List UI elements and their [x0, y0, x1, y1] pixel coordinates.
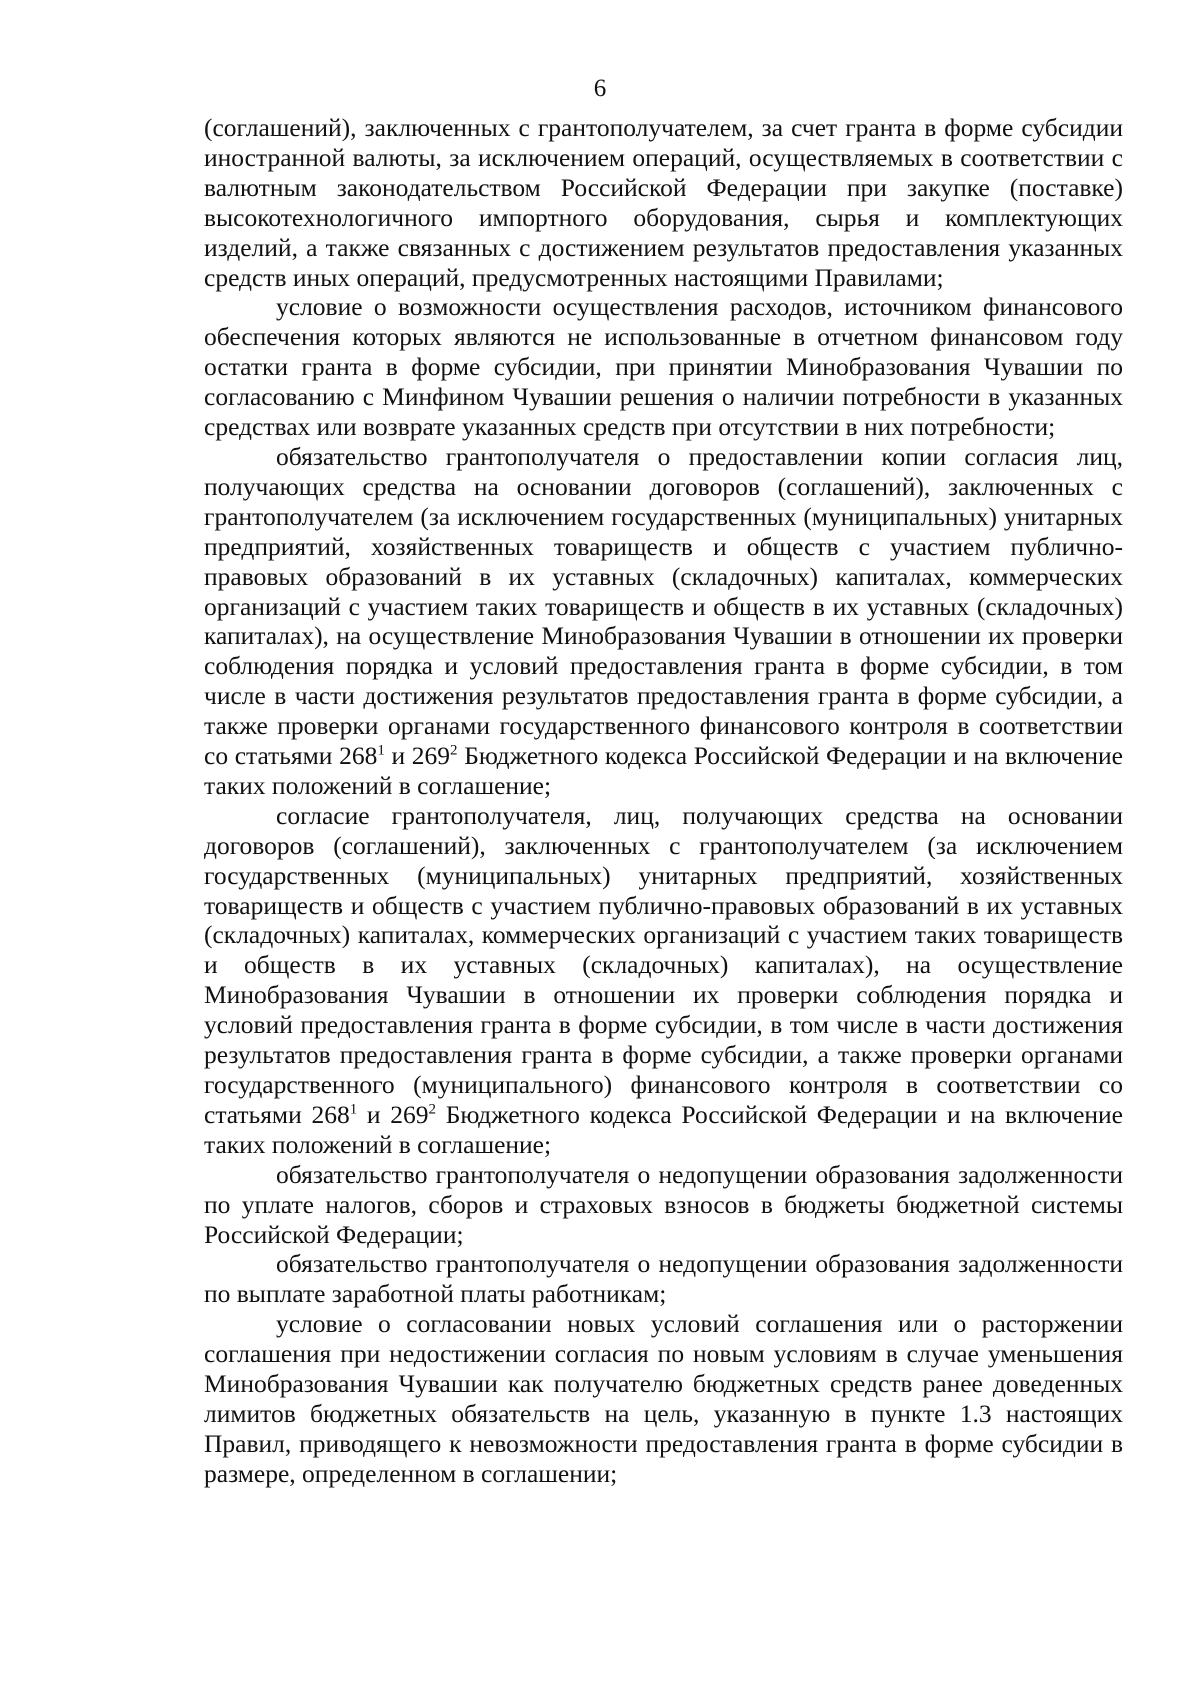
paragraph-new-conditions: условие о согласовании новых условий соглашения или о расторжении соглашения при недостижении согласия по новым условиям в случае уменьшения Минобразования Чувашии как получателю бюджетных средств ранее доведенных лимитов бюджетных обязательств на цель, указанную в пункте 1.3 настоящих Правил, приводящего к невозможности предоставления гранта в форме субсидии в размере, определенном в соглашении;	[204, 1309, 1123, 1488]
paragraph-balance-expenses: условие о возможности осуществления расходов, источником финансового обеспечения которых являются не использованные в отчетном финансовом году остатки гранта в форме субсидии, при принятии Минобразования Чувашии по согласованию с Минфином Чувашии решения о наличии потребности в указанных средствах или возврате указанных средств при отсутствии в них потребности;	[204, 292, 1123, 442]
paragraph-text: согласие грантополучателя, лиц, получающих средства на основании договоров (соглашений), заключенных с грантополучателем (за исключением государственных (муниципальных) унитарных предприятий, хозяйственных товариществ и обществ с участием публично-правовых образований в их уставных (складочных) капиталах, коммерческих организаций с участием таких товариществ и обществ в их уставных (складочных) капиталах), на осуществление Минобразования Чувашии в отношении их проверки соблюдения порядка и условий предоставления гранта в форме субсидии, в том числе в части достижения результатов предоставления гранта в форме субсидии, а также проверки органами государственного (муниципального) финансового контроля в соответствии со статьями 268	[204, 800, 1123, 1129]
paragraph-text: обязательство грантополучателя о предоставлении копии согласия лиц, получающих средства на основании договоров (соглашений), заключенных с грантополучателем (за исключением государственных (муниципальных) унитарных предприятий, хозяйственных товариществ и обществ с участием публично-правовых образований в их уставных (складочных) капиталах, коммерческих организаций с участием таких товариществ и обществ в их уставных (складочных) капиталах), на осуществление Минобразования Чувашии в отношении их проверки соблюдения порядка и условий предоставления гранта в форме субсидии, в том числе в части достижения результатов предоставления гранта в форме субсидии, а также проверки органами государственного финансового контроля в соответствии со статьями 268	[204, 441, 1123, 771]
paragraph-tax-debt-obligation: обязательство грантополучателя о недопущении образования задолженности по уплате налогов, сборов и страховых взносов в бюджеты бюджетной системы Российской Федерации;	[204, 1159, 1123, 1249]
paragraph-salary-debt-obligation: обязательство грантополучателя о недопущении образования задолженности по выплате заработной платы работникам;	[204, 1249, 1123, 1309]
paragraph-text: Бюджетного кодекса Российской Федерации и на включение таких положений в соглашение;	[204, 741, 1123, 800]
paragraph-grantee-consent	[204, 801, 1123, 1160]
paragraph-text: и 269	[357, 1099, 429, 1129]
superscript: 1	[349, 1101, 358, 1118]
superscript: 2	[428, 1101, 437, 1118]
paragraph-continuation: (соглашений), заключенных с грантополучателем, за счет гранта в форме субсидии иностранной валюты, за исключением операций, осуществляемых в соответствии с валютным законодательством Российской Федерации при закупке (поставке) высокотехнологичного импортного оборудования, сырья и комплектующих изделий, а также связанных с достижением результатов предоставления указанных средств иных операций, предусмотренных настоящими Правилами;	[204, 113, 1123, 292]
superscript: 2	[450, 742, 458, 759]
superscript: 1	[377, 742, 385, 759]
paragraph-text: и 269	[384, 741, 451, 771]
paragraph-text: Бюджетного кодекса Российской Федерации и на включение таких положений в соглашение;	[204, 1099, 1123, 1159]
paragraph-consent-copy-obligation	[204, 442, 1123, 801]
document-body	[204, 113, 1123, 1489]
page-number: 6	[593, 75, 607, 102]
